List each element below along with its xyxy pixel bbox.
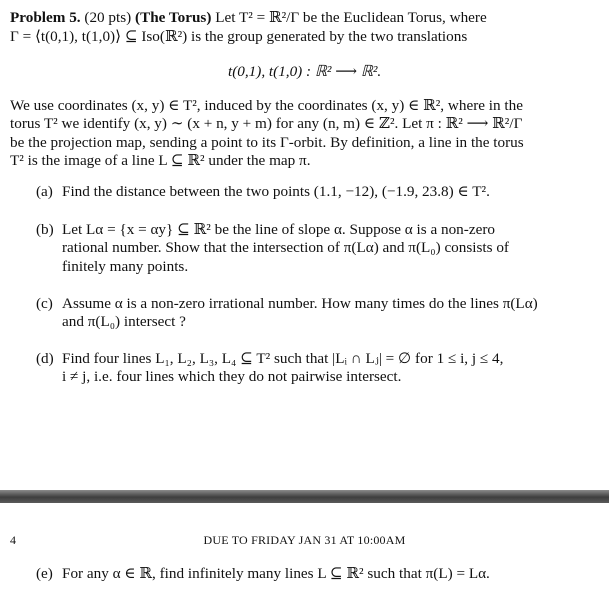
paragraph-line-2: torus T² we identify (x, y) ∼ (x + n, y + m) for any (n, m) ∈ ℤ². Let π : ℝ² ⟶ ℝ²/Γ bbox=[10, 115, 523, 132]
problem-points: (20 pts) bbox=[84, 9, 132, 26]
part-b-line-2: rational number. Show that the intersection of π(Lα) and π(L₀) consists of bbox=[62, 239, 509, 256]
paragraph-line-4: T² is the image of a line L ⊆ ℝ² under the map π. bbox=[10, 152, 311, 169]
due-date-footer: DUE TO FRIDAY JAN 31 AT 10:00AM bbox=[203, 533, 406, 547]
part-e-line-1: For any α ∈ ℝ, find infinitely many lines L ⊆ ℝ² such that π(L) = Lα. bbox=[62, 565, 490, 582]
part-a-line-1: Find the distance between the two points (1.1, −12), (−1.9, 23.8) ∈ T². bbox=[62, 183, 490, 200]
part-c-line-2: and π(L₀) intersect ? bbox=[62, 313, 186, 330]
problem-intro-line1: Let T² = ℝ²/Γ be the Euclidean Torus, where bbox=[215, 9, 487, 26]
part-c-line-1: Assume α is a non-zero irrational number. How many times do the lines π(Lα) bbox=[62, 295, 538, 312]
display-formula: t(0,1), t(1,0) : ℝ² ⟶ ℝ². bbox=[228, 63, 382, 80]
problem-heading-line bbox=[10, 9, 487, 27]
page-break-divider bbox=[0, 490, 609, 503]
problem-title: (The Torus) bbox=[135, 9, 212, 26]
part-d-label: (d) bbox=[36, 350, 54, 367]
problem-intro-line2: Γ = ⟨t(0,1), t(1,0)⟩ ⊆ Iso(ℝ²) is the group generated by the two translations bbox=[10, 28, 468, 45]
part-e-label: (e) bbox=[36, 565, 53, 582]
part-b-label: (b) bbox=[36, 221, 54, 238]
part-d-line-1: Find four lines L₁, L₂, L₃, L₄ ⊆ T² such that |Lᵢ ∩ Lⱼ| = ∅ for 1 ≤ i, j ≤ 4, bbox=[62, 350, 504, 367]
part-c-label: (c) bbox=[36, 295, 53, 312]
part-b-line-3: finitely many points. bbox=[62, 258, 189, 275]
part-b-line-1: Let Lα = {x = αy} ⊆ ℝ² be the line of slope α. Suppose α is a non-zero bbox=[62, 221, 495, 238]
problem-heading: Problem 5. bbox=[10, 9, 81, 26]
document-page-bottom bbox=[0, 503, 609, 600]
part-d-line-2: i ≠ j, i.e. four lines which they do not pairwise intersect. bbox=[62, 368, 402, 385]
page-number: 4 bbox=[10, 533, 16, 547]
paragraph-line-3: be the projection map, sending a point to its Γ-orbit. By definition, a line in the torus bbox=[10, 134, 524, 151]
paragraph-line-1: We use coordinates (x, y) ∈ T², induced by the coordinates (x, y) ∈ ℝ², where in the bbox=[10, 97, 523, 114]
part-a-label: (a) bbox=[36, 183, 53, 200]
